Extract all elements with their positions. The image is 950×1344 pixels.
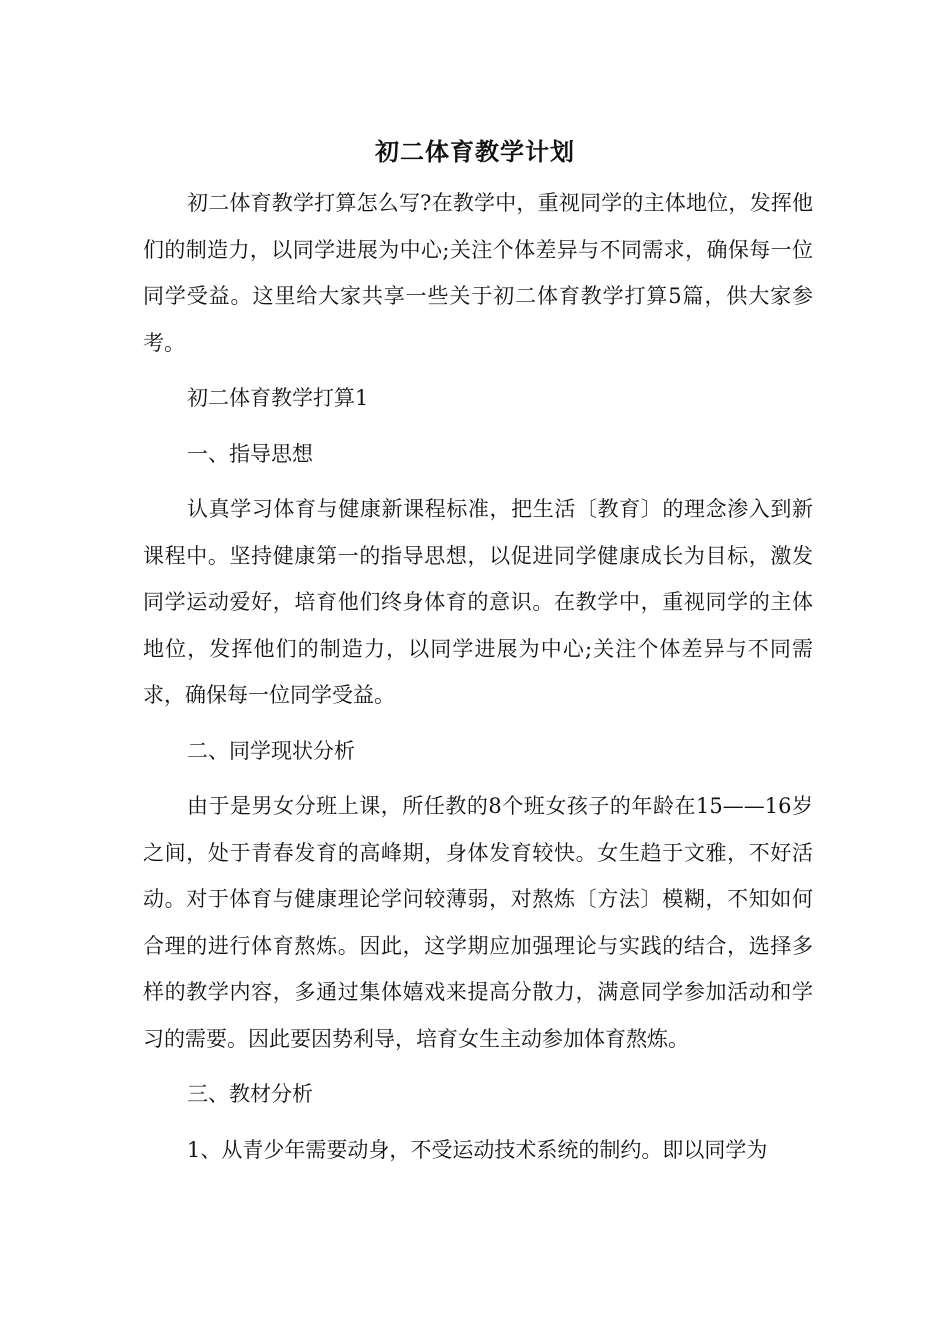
document-title: 初二体育教学计划 xyxy=(375,137,575,166)
section-heading-student-analysis: 二、同学现状分析 xyxy=(187,738,355,763)
section-heading-guiding-ideology: 一、指导思想 xyxy=(187,441,313,466)
student-analysis-paragraph: 由于是男女分班上课，所任教的8个班女孩子的年龄在15——16岁之间，处于青春发育的高峰期，身体发育较快。女生趋于文雅，不好活动。对于体育与健康理论学问较薄弱，对熬炼〔方法〕模糊，不知如何合理的进行体育熬炼。因此，这学期应加强理论与实践的结合，选择多样的教学内容，多通过集体嬉戏来提高分散力，满意同学参加活动和学习的需要。因此要因势利导，培育女生主动参加体育熬炼。 xyxy=(143,794,813,1051)
document-body xyxy=(143,180,813,1182)
section-heading-material-analysis: 三、教材分析 xyxy=(187,1082,313,1106)
intro-paragraph: 初二体育教学打算怎么写?在教学中，重视同学的主体地位，发挥他们的制造力，以同学进展为中心;关注个体差异与不同需求，确保每一位同学受益。这里给大家共享一些关于初二体育教学打算5篇，供大家参考。 xyxy=(143,191,813,355)
plan-heading: 初二体育教学打算1 xyxy=(187,386,369,410)
material-analysis-paragraph: 1、从青少年需要动身，不受运动技术系统的制约。即以同学为 xyxy=(187,1137,768,1162)
guiding-ideology-paragraph: 认真学习体育与健康新课程标准，把生活〔教育〕的理念渗入到新课程中。坚持健康第一的指导思想，以促进同学健康成长为目标，激发同学运动爱好，培育他们终身体育的意识。在教学中，重视同学的主体地位，发挥他们的制造力，以同学进展为中心;关注个体差异与不同需求，确保每一位同学受益。 xyxy=(143,497,813,707)
